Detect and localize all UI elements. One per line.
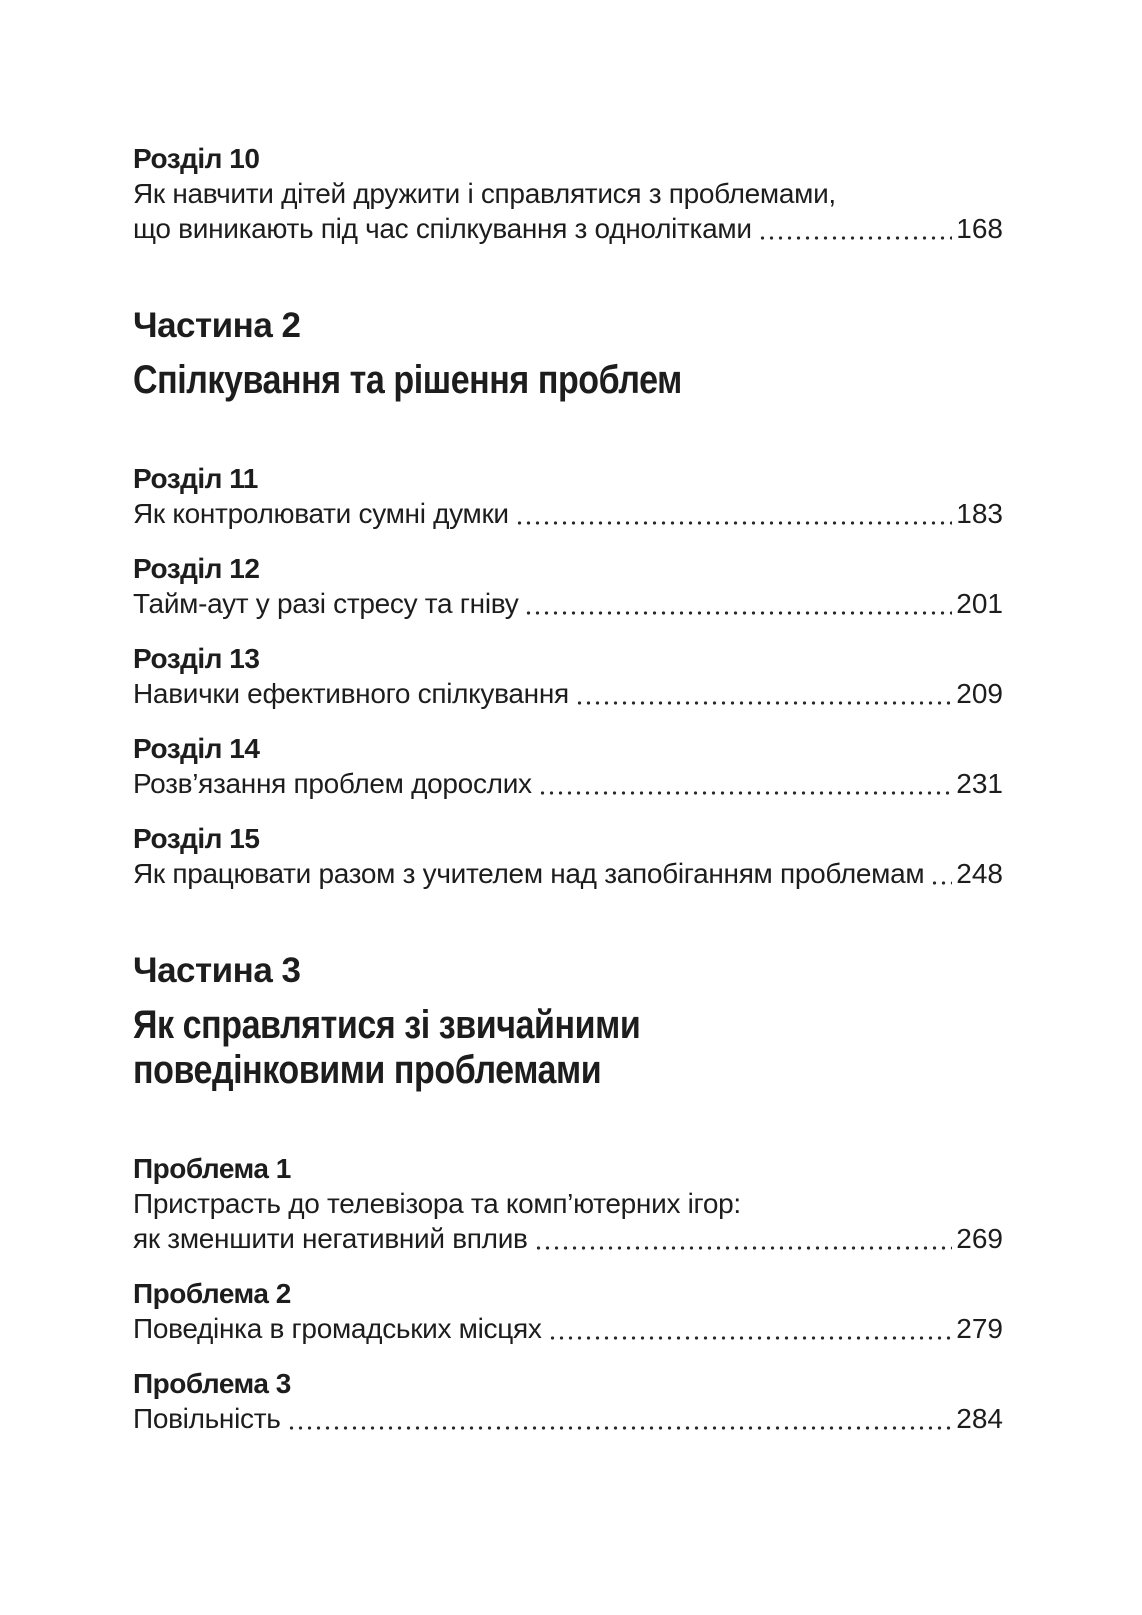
toc-row xyxy=(133,1221,1003,1256)
entry-label: Проблема 2 xyxy=(133,1278,291,1309)
page-number: 284 xyxy=(956,1403,1003,1434)
dot-leader xyxy=(515,521,953,525)
entry-title-line: Розв’язання проблем дорослих xyxy=(133,768,532,799)
toc-row xyxy=(133,211,1003,246)
toc-row xyxy=(133,496,1003,531)
toc-row xyxy=(133,856,1003,891)
toc-row xyxy=(133,1401,1003,1436)
entry-title-line: Повільність xyxy=(133,1403,281,1434)
toc-entry-rozdil-13 xyxy=(133,641,1003,711)
entry-label: Розділ 11 xyxy=(133,463,258,494)
entry-title-line: Як навчити дітей дружити і справлятися з проблемами, xyxy=(133,178,836,209)
dot-leader xyxy=(534,1246,953,1250)
page-number: 201 xyxy=(956,588,1003,619)
toc-entry-rozdil-12 xyxy=(133,551,1003,621)
dot-leader xyxy=(758,236,953,240)
page-number: 269 xyxy=(956,1223,1003,1254)
page-number: 209 xyxy=(956,678,1003,709)
entry-label: Розділ 13 xyxy=(133,643,260,674)
entry-label: Розділ 12 xyxy=(133,553,260,584)
entry-title-line: як зменшити негативний вплив xyxy=(133,1223,528,1254)
part-title-line: Як справлятися зі звичайними xyxy=(133,1003,641,1047)
toc-row xyxy=(133,676,1003,711)
toc-entry-rozdil-15 xyxy=(133,821,1003,891)
part-kicker: Частина 3 xyxy=(133,951,301,990)
page-number: 248 xyxy=(956,858,1003,889)
page-number: 279 xyxy=(956,1313,1003,1344)
page-number: 183 xyxy=(956,498,1003,529)
entry-title-line: Пристрасть до телевізора та комп’ютерних ігор: xyxy=(133,1188,741,1219)
toc-row xyxy=(133,766,1003,801)
dot-leader xyxy=(524,611,952,615)
part-heading-3 xyxy=(133,949,1003,1093)
part-title: Спілкування та рішення проблем xyxy=(133,358,682,402)
page-number: 168 xyxy=(956,213,1003,244)
toc-row xyxy=(133,1311,1003,1346)
toc-entry-rozdil-11 xyxy=(133,461,1003,531)
dot-leader xyxy=(548,1336,953,1340)
dot-leader xyxy=(930,881,952,885)
entry-title-line: Як працювати разом з учителем над запобіганням проблемам xyxy=(133,858,925,889)
entry-title-line: Тайм-аут у разі стресу та гніву xyxy=(133,588,519,619)
toc-row xyxy=(133,586,1003,621)
part-kicker: Частина 2 xyxy=(133,306,301,345)
entry-label: Проблема 3 xyxy=(133,1368,291,1399)
entry-label: Розділ 14 xyxy=(133,733,260,764)
toc-entry-problema-2 xyxy=(133,1276,1003,1346)
part-heading-2 xyxy=(133,304,1003,403)
part-title xyxy=(133,1003,873,1093)
dot-leader xyxy=(538,791,953,795)
entry-label: Розділ 10 xyxy=(133,143,260,174)
toc-entry-problema-3 xyxy=(133,1366,1003,1436)
entry-label: Проблема 1 xyxy=(133,1153,291,1184)
dot-leader xyxy=(287,1426,953,1430)
toc-entry-rozdil-14 xyxy=(133,731,1003,801)
entry-title-line: Як контролювати сумні думки xyxy=(133,498,509,529)
entry-title-line: що виникають під час спілкування з однолітками xyxy=(133,213,752,244)
toc-entry-rozdil-10 xyxy=(133,141,1003,246)
part-title-line: поведінковими проблемами xyxy=(133,1048,602,1092)
entry-title-line: Поведінка в громадських місцях xyxy=(133,1313,542,1344)
entry-title-line: Навички ефективного спілкування xyxy=(133,678,569,709)
page-number: 231 xyxy=(956,768,1003,799)
dot-leader xyxy=(575,701,952,705)
entry-label: Розділ 15 xyxy=(133,823,260,854)
toc-entry-problema-1 xyxy=(133,1151,1003,1256)
